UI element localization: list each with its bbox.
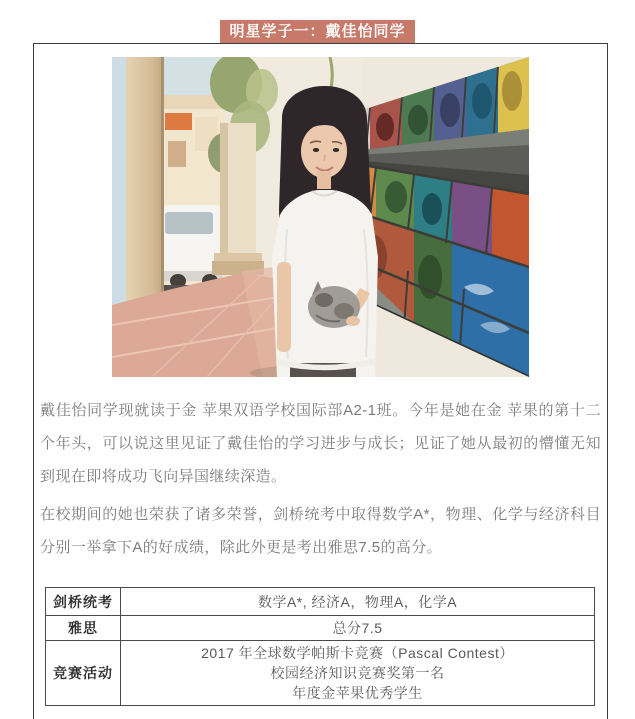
competition-line-3: 年度金苹果优秀学生 <box>292 685 423 701</box>
student-photo-illustration <box>112 57 529 377</box>
results-table <box>45 587 595 706</box>
competition-line-1: 2017 年全球数学帕斯卡竞赛（Pascal Contest） <box>201 645 514 661</box>
row-label-competitions: 竞赛活动 <box>46 641 121 706</box>
banner-row <box>0 20 635 43</box>
table-row-ielts <box>46 616 595 641</box>
row-value-ielts: 总分7.5 <box>121 616 595 641</box>
paragraph-2: 在校期间的她也荣获了诸多荣誉，剑桥统考中取得数学A*，物理、化学与经济科目分别一举拿下A的好成绩，除此外更是考出雅思7.5的高分。 <box>40 506 601 556</box>
article-title-banner: 明星学子一：戴佳怡同学 <box>220 20 414 43</box>
left-arm <box>277 262 291 352</box>
student-photo <box>112 57 529 377</box>
row-label-cambridge: 剑桥统考 <box>46 588 121 616</box>
paragraph-1: 戴佳怡同学现就读于金 苹果双语学校国际部A2-1班。今年是她在金 苹果的第十二个年头，可以说这里见证了戴佳怡的学习进步与成长；见证了她从最初的懵懂无知到现在即将成功飞向异国继续深造。 <box>40 402 601 485</box>
table-row-cambridge <box>46 588 595 616</box>
row-label-ielts: 雅思 <box>46 616 121 641</box>
table-row-competitions <box>46 641 595 706</box>
competition-line-2: 校园经济知识竞赛奖第一名 <box>270 665 445 681</box>
row-value-cambridge: 数学A*, 经济A，物理A，化学A <box>121 588 595 616</box>
row-value-competitions <box>121 641 595 706</box>
content-box <box>33 43 608 719</box>
